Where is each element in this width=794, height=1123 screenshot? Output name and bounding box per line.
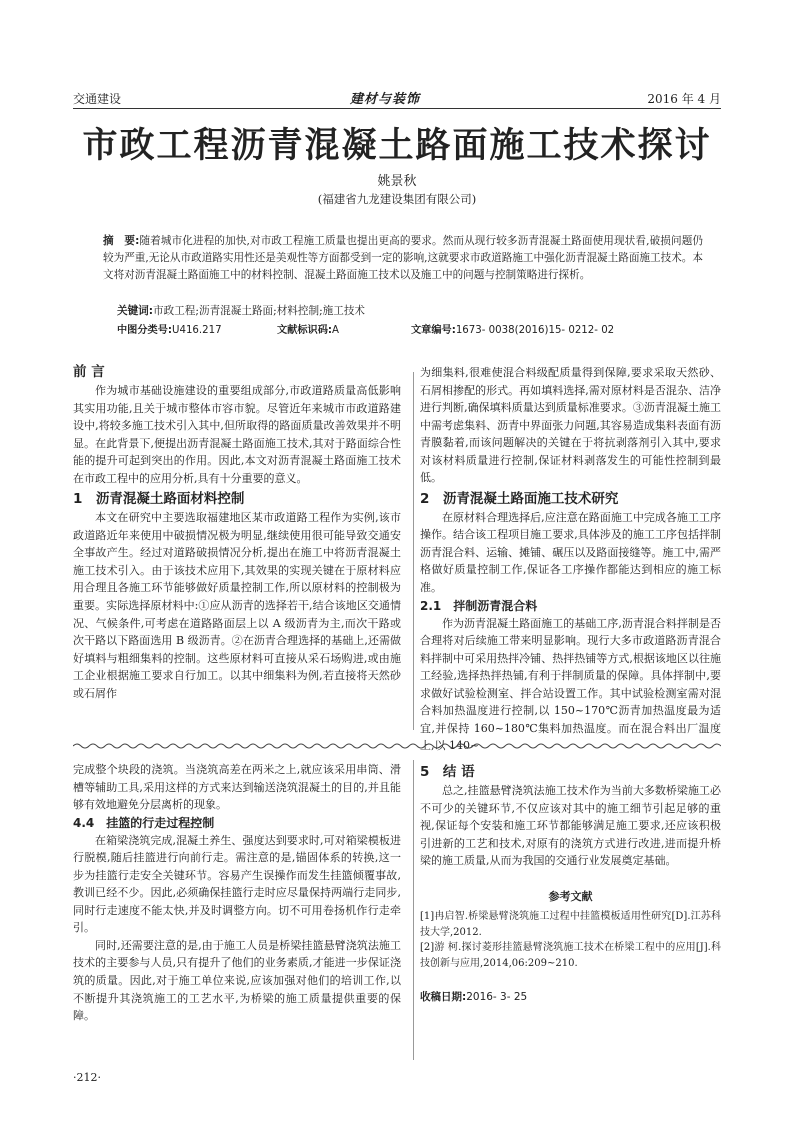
reference-item: [1]冉启智.桥梁悬臂浇筑施工过程中挂篮模板适用性研究[D].江苏科技大学,2012. <box>420 911 721 938</box>
doc-label: 文献标识码: <box>277 325 333 336</box>
keywords-label: 关键词: <box>117 305 154 317</box>
column-rule-lower <box>413 760 414 1060</box>
paragraph: 作为沥青混凝土路面施工的基础工序,沥青混合料拌制是否合理将对后续施工带来明显影响。现行大多市政道路沥青混合料拌制中可采用热拌冷铺、热拌热铺等方式,根据该地区以往施工经验,选择热拌热铺,有利于拌制质量的保障。具体拌制中,要求做好试验检测室、拌合站设置工作。其中试验检测室需对混合料加热温度进行控制,以 150~170℃沥青加热温度最为适宜,并保持 160~180℃集料加热温度。而在混合料出厂温度上,以 140~ <box>420 616 721 753</box>
keywords <box>117 303 365 318</box>
article-no-label: 文章编号: <box>411 325 456 336</box>
clc-label: 中图分类号: <box>117 325 173 336</box>
column-rule-upper <box>413 372 414 730</box>
clc-number <box>117 321 222 336</box>
heading-section-1: 1 沥青混凝土路面材料控制 <box>73 491 245 508</box>
heading-intro: 前 言 <box>73 364 105 380</box>
article-number <box>411 321 614 336</box>
abstract-label: 摘 要: <box>103 235 140 247</box>
heading-section-2-1: 2.1 拌制沥青混合料 <box>420 598 538 613</box>
paragraph: 完成整个块段的浇筑。当浇筑高差在两米之上,就应该采用串筒、滑槽等辅助工具,采用这样的方式来达到输送浇筑混凝土的目的,并且能够有效地避免分层离析的现象。 <box>73 763 401 812</box>
article-author: 姚景秋 <box>377 174 417 189</box>
references <box>420 888 721 972</box>
page-number: ·212· <box>73 1071 101 1084</box>
paragraph: 为细集料,很难使混合料级配质量得到保障,要求采取天然砂、石屑相掺配的形式。再如填料选择,需对原材料是否混杂、洁净进行判断,确保填料质量达到质量标准要求。③沥青混凝土施工中需考虑集料、沥青中界面张力问题,其容易造成集料表面有沥青膜黏着,而该问题解决的关键在于将抗剥落剂引入其中,要求对该材料质量进行控制,保证材料剥落发生的可能性控制到最低。 <box>420 366 721 485</box>
heading-section-2: 2 沥青混凝土路面施工技术研究 <box>420 490 619 507</box>
header-rule <box>73 108 721 109</box>
lower-left-column <box>73 761 401 1025</box>
wave-divider <box>73 742 721 750</box>
heading-conclusion: 5 结 语 <box>420 764 475 780</box>
heading-section-4-4: 4.4 挂篮的行走过程控制 <box>73 815 215 830</box>
document-code <box>277 321 339 336</box>
paragraph: 作为城市基础设施建设的重要组成部分,市政道路质量高低影响其实用功能,且关于城市整体市容市貌。尽管近年来城市市政道路建设中,将较多施工技术引入其中,但所取得的路面质量改善效果并不明显。在此背景下,便提出沥青混凝土路面施工技术,其对于路面综合性能的提升可起到突出的作用。因此,本文对沥青混凝土路面施工技术在市政工程中的应用分析,具有十分重要的意义。 <box>73 384 401 485</box>
article-no-value: 1673- 0038(2016)15- 0212- 02 <box>455 325 615 336</box>
references-title: 参考文献 <box>548 889 593 903</box>
received-label: 收稿日期: <box>420 991 467 1004</box>
clc-value: U416.217 <box>172 325 222 336</box>
journal-name: 建材与装饰 <box>350 92 421 107</box>
doc-value: A <box>332 325 339 336</box>
abstract-text: 随着城市化进程的加快,对市政工程施工质量也提出更高的要求。然而从现行较多沥青混凝土路面使用现状看,破损问题仍较为严重,无论从市政道路实用性还是美观性等方面都受到一定的影响,这就要求市政道路施工中强化沥青混凝土路面施工技术。本文将对沥青混凝土路面施工中的材料控制、混凝土路面施工技术以及施工中的问题与控制策略进行探析。 <box>103 235 703 282</box>
reference-item: [2]游 柯.探讨菱形挂篮悬臂浇筑施工技术在桥梁工程中的应用[J].科技创新与应用,2014,06:209~210. <box>420 942 721 969</box>
upper-left-column <box>73 362 401 702</box>
article-title: 市政工程沥青混凝土路面施工技术探讨 <box>82 125 712 166</box>
upper-right-column <box>420 364 721 755</box>
paragraph: 在原材料合理选择后,应注意在路面施工中完成各施工工序操作。结合该工程项目施工要求,具体涉及的施工工序包括拌制沥青混合料、运输、摊铺、碾压以及路面接缝等。施工中,需严格做好质量控制工作,保证各工序操作都能达到相应的施工标准。 <box>420 510 721 595</box>
paragraph: 在箱梁浇筑完成,混凝土养生、强度达到要求时,可对箱梁模板进行脱模,随后挂篮进行向前行走。需注意的是,锚固体系的转换,这一步为挂篮行走安全关键环节。容易产生误操作而发生挂篮倾覆事故,教训已经不少。因此,必须确保挂篮行走时应尽量保持两端行走同步,同时行走速度不能太快,并及时调整方向。切不可用卷扬机作行走牵引。 <box>73 833 401 935</box>
abstract <box>103 233 703 285</box>
issue-date: 2016 年 4 月 <box>647 92 721 106</box>
keywords-text: 市政工程;沥青混凝土路面;材料控制;施工技术 <box>153 305 366 317</box>
paragraph: 同时,还需要注意的是,由于施工人员是桥梁挂篮悬臂浇筑法施工技术的主要参与人员,只有提升了他们的业务素质,才能进一步保证浇筑的质量。因此,对于施工单位来说,应该加强对他们的培训工作,以不断提升其浇筑施工的工艺水平,为桥梁的施工质量提供重要的保障。 <box>73 938 401 1023</box>
paragraph: 总之,挂篮悬臂浇筑法施工技术作为当前大多数桥梁施工必不可少的关键环节,不仅应该对其中的施工细节引起足够的重视,保证每个安装和施工环节都能够满足施工要求,还应该积极引进新的工艺和技术,对原有的浇筑方式进行改进,进而提升桥梁的施工质量,从而为我国的交通行业发展奠定基础。 <box>420 784 721 868</box>
paragraph: 本文在研究中主要选取福建地区某市政道路工程作为实例,该市政道路近年来使用中破损情况极为明显,继续使用很可能导致交通安全事故产生。经过对道路破损情况分析,提出在施工中将沥青混凝土施工技术引入。由于该技术应用下,其效果的实现关键在于原材料应用合理且各施工环节能够做好质量控制工作,所以原材料的控制极为重要。实际选择原材料中:①应从沥青的选择若干,结合该地区交通情况、气候条件,可考虑在道路路面层上以 A 级沥青为主,而次干路或次干路以下路面选用 B 级沥青。②在沥青合理选择的基础上,还需做好填料与粗细集料的控制。这些原材料可直接从采石场购进,或由施工企业根据施工要求自行加工。以其中细集料为例,若直接将天然砂或石屑作 <box>73 511 401 700</box>
received-date <box>420 989 721 1007</box>
journal-section: 交通建设 <box>73 92 122 106</box>
author-affiliation: (福建省九龙建设集团有限公司) <box>317 192 477 206</box>
lower-right-column <box>420 762 721 1007</box>
received-value: 2016- 3- 25 <box>466 991 528 1004</box>
